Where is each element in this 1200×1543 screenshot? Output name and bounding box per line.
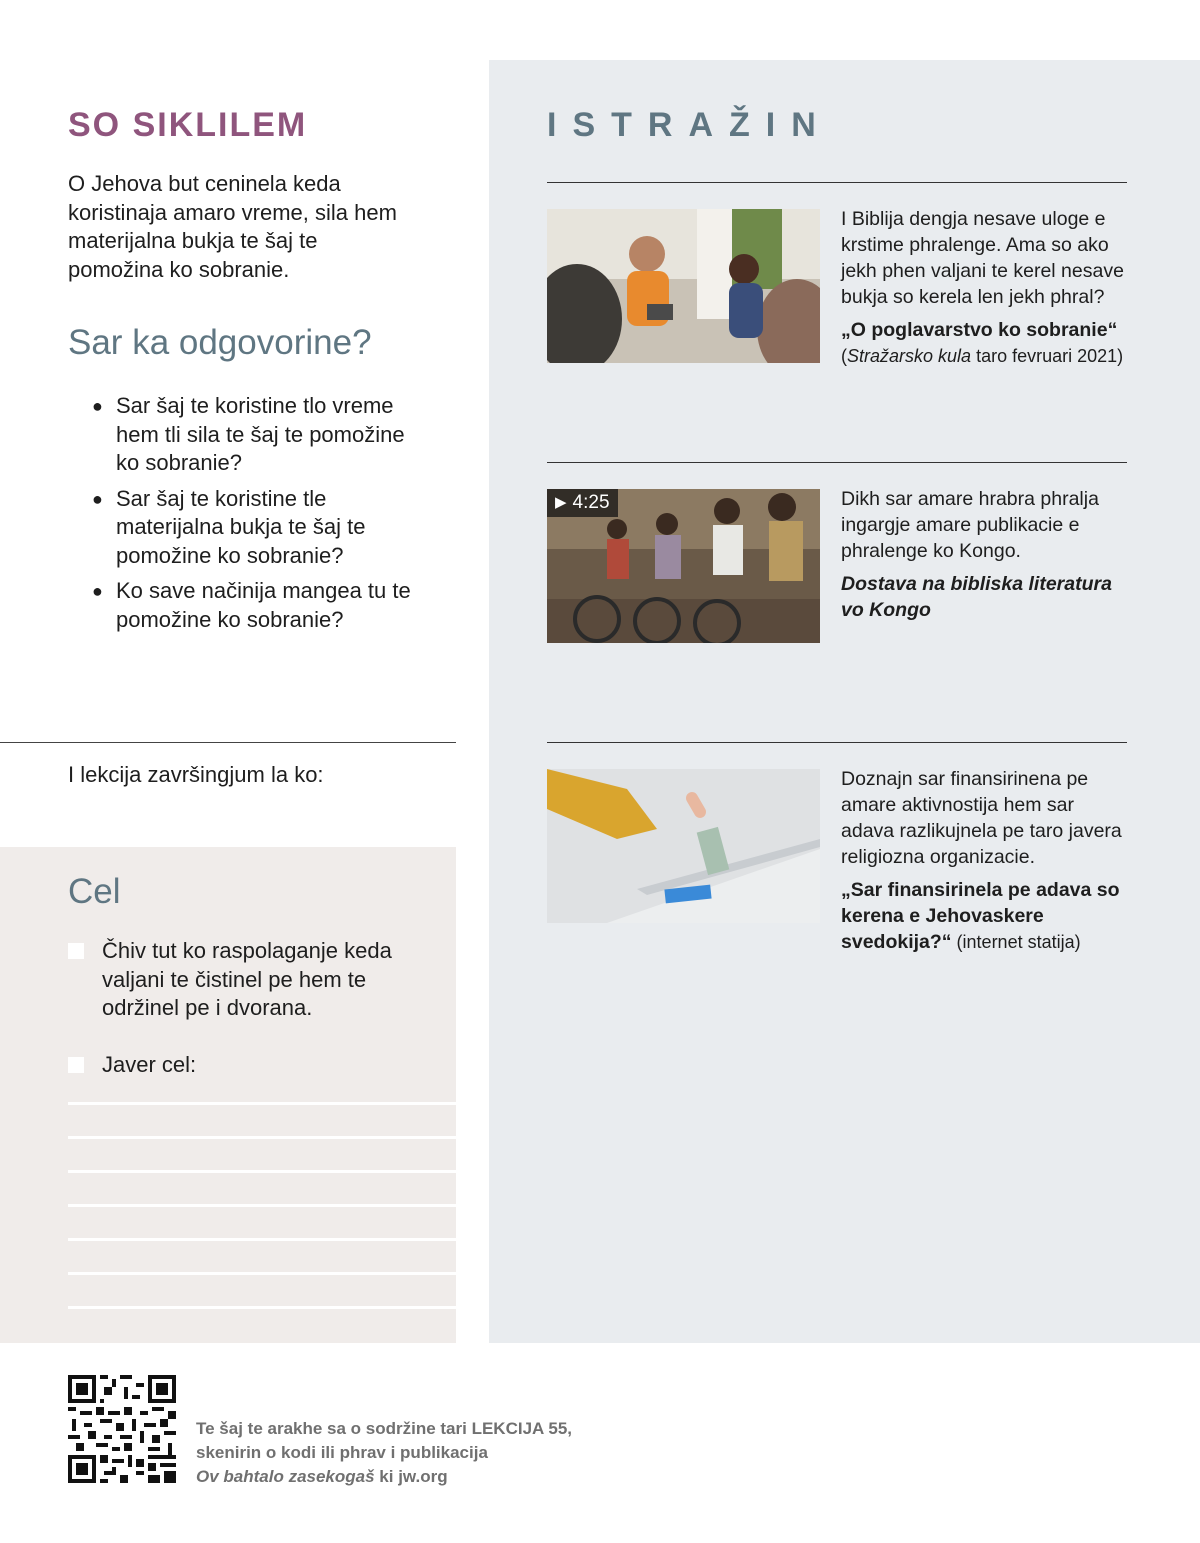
bullet-icon: ●: [92, 396, 103, 416]
write-line[interactable]: [68, 1170, 456, 1173]
write-line[interactable]: [68, 1238, 456, 1241]
article-source[interactable]: [841, 879, 1120, 953]
footer-line: Te šaj te arakhe sa o sodržine tari LEKCIJA 55,: [196, 1419, 573, 1438]
entry-divider: [547, 742, 1127, 743]
video-duration: 4:25: [572, 492, 610, 513]
checkbox-icon[interactable]: [68, 943, 84, 959]
article-description: Doznajn sar finansirinena pe amare aktivnostija hem sar adava razlikujnela pe taro javera religiozna organizacie.: [841, 768, 1122, 868]
play-icon[interactable]: ▶: [555, 494, 567, 511]
goal-option-label: Javer cel:: [102, 1052, 197, 1077]
write-line[interactable]: [68, 1306, 456, 1309]
goal-title: Cel: [68, 872, 121, 911]
footer-line: Ov bahtalo zasekogaš ki jw.org: [196, 1467, 448, 1486]
article-description: I Biblija dengja nesave uloge e krstime phralenge. Ama so ako jekh phen valjani te kerel nesave bukja so kerela len jekh phral?: [841, 208, 1124, 308]
question-item: ● Ko save načinija mangea tu te pomožine ko sobranie?: [92, 578, 411, 632]
video-entry: [841, 486, 1131, 623]
section-divider: [0, 742, 456, 743]
entry-divider: [547, 182, 1127, 183]
learned-summary: O Jehova but ceninela keda koristinaja amaro vreme, sila hem materijalna bukja te šaj te pomožina ko sobranie.: [68, 171, 397, 282]
checkbox-icon[interactable]: [68, 1057, 84, 1073]
article-thumbnail[interactable]: [547, 209, 820, 363]
publication-name: Stražarsko kula: [847, 346, 972, 366]
video-duration-badge: [547, 489, 618, 517]
bullet-icon: ●: [92, 488, 103, 509]
goal-option-other[interactable]: [68, 1051, 428, 1080]
write-line[interactable]: [68, 1102, 456, 1105]
review-questions: [92, 392, 412, 641]
bullet-icon: ●: [92, 581, 103, 601]
article-entry: [841, 206, 1131, 369]
goal-option-cleaning[interactable]: [68, 937, 428, 1023]
footer-line: skenirin o kodi ili phrav i publikacija: [196, 1443, 488, 1462]
write-line[interactable]: [68, 1272, 456, 1275]
entry-divider: [547, 462, 1127, 463]
lesson-end-label: I lekcija završingjum la ko:: [68, 762, 324, 787]
article-title-link[interactable]: „O poglavarstvo ko sobranie“: [841, 319, 1118, 341]
footer-note: [196, 1417, 572, 1489]
goal-option-label: Čhiv tut ko raspolaganje keda valjani te čistinel pe hem te održinel pe i dvorana.: [102, 938, 392, 1020]
questions-title: Sar ka odgovorine?: [68, 323, 372, 362]
explore-title: ISTRAŽIN: [547, 106, 832, 144]
article-type-note: (internet statija): [951, 932, 1081, 952]
article-source[interactable]: „O poglavarstvo ko sobranie“ (Stražarsko kula taro fevruari 2021): [841, 319, 1124, 366]
write-line[interactable]: [68, 1204, 456, 1207]
write-line[interactable]: [68, 1136, 456, 1139]
goal-panel: [0, 847, 456, 1343]
video-description: Dikh sar amare hrabra phralja ingargje amare publikacie e phralenge ko Kongo.: [841, 488, 1099, 562]
qr-code-icon[interactable]: [68, 1375, 176, 1483]
video-title-link[interactable]: Dostava na bibliska literatura vo Kongo: [841, 573, 1112, 621]
video-thumbnail[interactable]: [547, 489, 820, 643]
learned-title: SO SIKLILEM: [68, 106, 308, 144]
question-item: ● Sar šaj te koristine tlo vreme hem tli sila te šaj te pomožine ko sobranie?: [92, 393, 405, 475]
article-title-link[interactable]: „Sar finansirinela pe adava so kerena e Jehovaskere svedokija?“: [841, 879, 1120, 953]
question-item: ● Sar šaj te koristine tle materijalna bukja te šaj te pomožine ko sobranie?: [92, 485, 366, 568]
article-thumbnail[interactable]: [547, 769, 820, 923]
jw-org-link[interactable]: ki jw.org: [374, 1467, 448, 1486]
article-entry: [841, 766, 1131, 955]
